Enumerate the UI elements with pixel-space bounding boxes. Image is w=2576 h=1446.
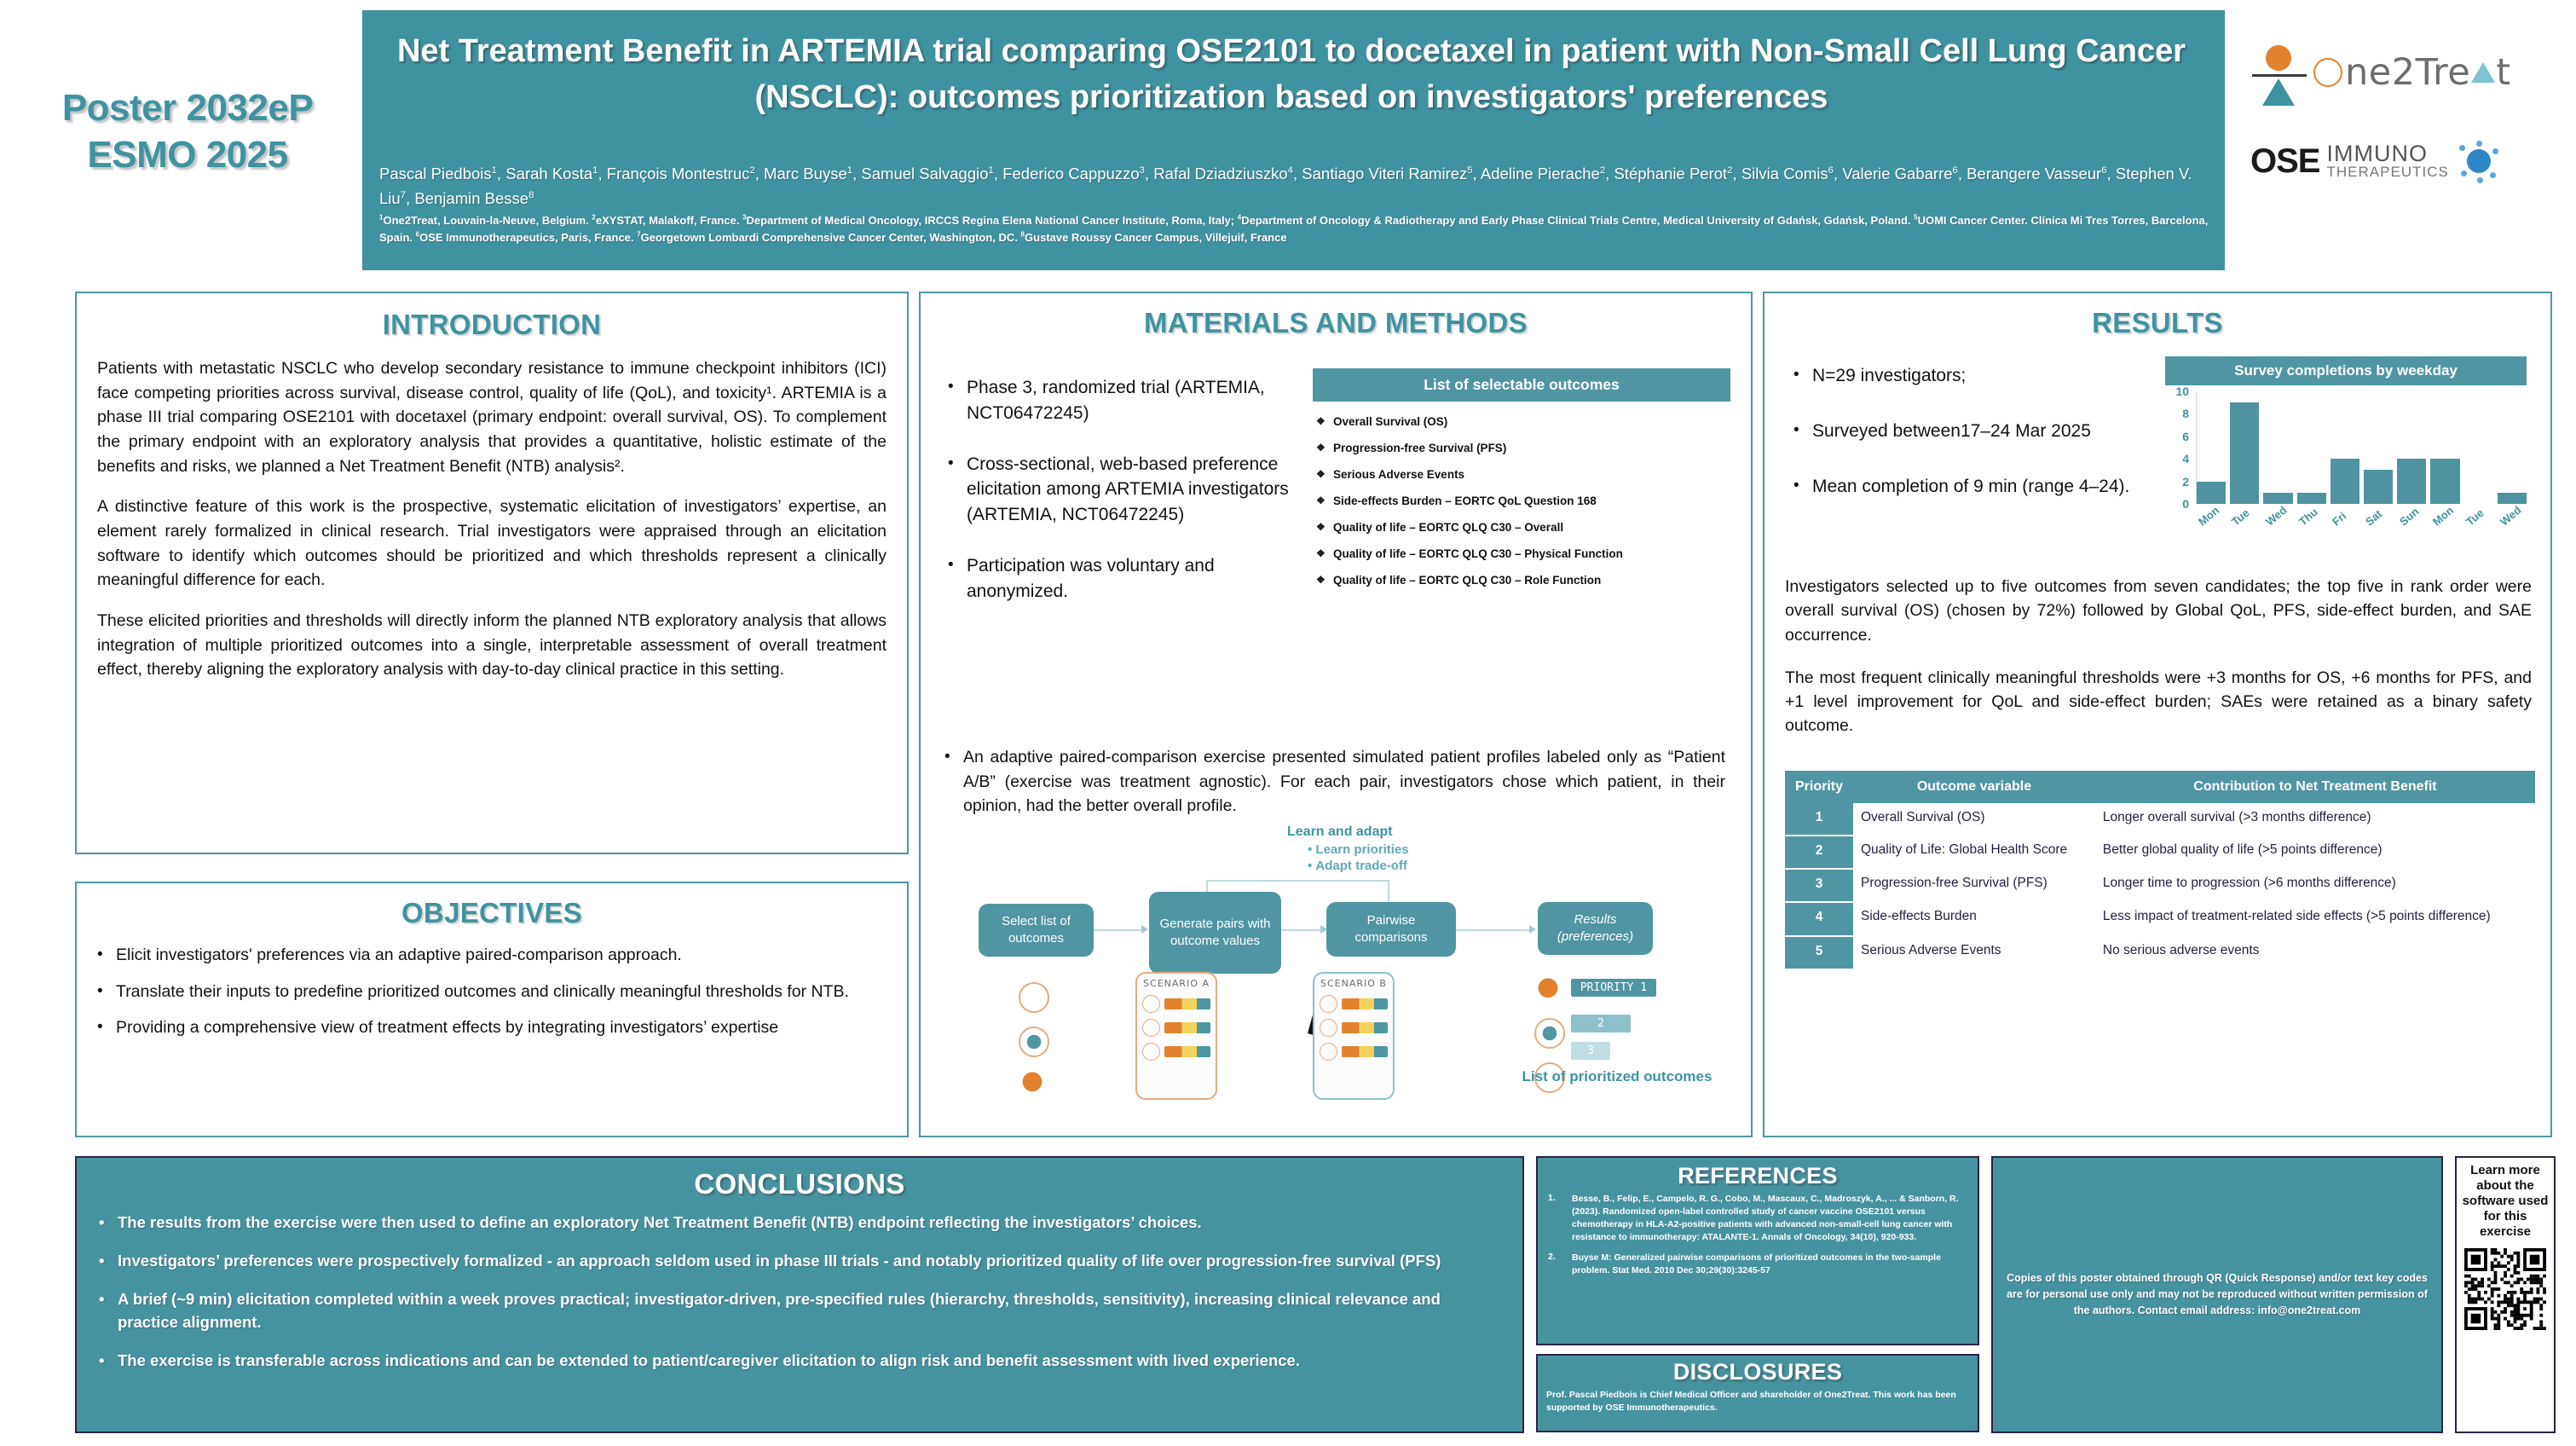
outcome-option-1[interactable]	[1313, 442, 1730, 454]
materials-bullet-2-text: Participation was voluntary and anonymized.	[967, 556, 1215, 601]
chart-plot-area	[2165, 385, 2527, 515]
outcome-option-label: Overall Survival (OS)	[1333, 415, 1448, 428]
survey-completions-chart	[2165, 356, 2527, 531]
chart-bar-Sun-6	[2397, 459, 2426, 504]
chart-bar-Sat-5	[2364, 470, 2393, 504]
table-row	[1785, 836, 2535, 869]
chart-x-label-3: Thu	[2296, 505, 2320, 529]
scenario-b-card	[1313, 972, 1395, 1100]
triangle-a-icon	[2471, 62, 2495, 83]
diamond-bullet-icon: ❖	[1316, 547, 1326, 559]
chart-y-tick-0: 0	[2182, 497, 2189, 511]
chart-title: Survey completions by weekday	[2165, 356, 2527, 385]
circle-o-icon	[2313, 58, 2342, 87]
bullet-marker: •	[944, 748, 950, 766]
qr-caption: Learn more about the software used for this exercise	[2462, 1163, 2549, 1239]
introduction-paragraph-2: These elicited priorities and thresholds will directly inform the planned NTB exploratory analysis that allows integration of multiple prioritized outcomes into a single, interpretable assessment of overall treatment effect, thereby aligning the exploratory analysis with day-to-day clinical practice in this setting.	[97, 610, 887, 680]
conclusion-item-2-text: A brief (~9 min) elicitation completed within a week proves practical; investigator-driven, pre-specified rules (hierarchy, thresholds, sensitivity), increasing clinical relevance and practice alignment.	[118, 1289, 1441, 1332]
one2treat-logo	[2250, 34, 2557, 111]
chart-x-label-8: Tue	[2463, 506, 2486, 529]
reference-number: 2.	[1548, 1251, 1556, 1262]
outcome-option-label: Progression-free Survival (PFS)	[1333, 442, 1507, 454]
contribution-text: No serious adverse events	[2102, 942, 2260, 957]
bullet-marker: •	[1793, 420, 1799, 439]
materials-bullet-1	[948, 452, 1306, 528]
results-bullet-0	[1793, 363, 2169, 390]
materials-bullets	[948, 375, 1306, 630]
objective-item-2	[97, 1015, 887, 1040]
conclusion-item-1	[99, 1249, 1500, 1273]
objectives-panel	[75, 882, 909, 1137]
author-list: Pascal Piedbois$^1$, Sarah Kosta$^1$, François Montestruc$^2$, Marc Buyse$^1$, Samuel Salvaggio$^1$, Federico Cappuzzo$^3$, Rafal Dziadziuszko$^4$, Santiago Viteri Ramirez$^5$, Adeline Pierache$^2$, Stéphanie Perot$^2$, Silvia Comis$^6$, Valerie Gabarre$^6$, Berangere Vasseur$^6$, Stephen V. Liu$^7$, Benjamin Besse$^8$	[379, 165, 2192, 207]
reference-item-0	[1548, 1193, 1967, 1244]
bullet-marker: •	[97, 946, 103, 963]
results-bullet-1	[1793, 419, 2169, 445]
ose-immunotherapeutics-logo	[2250, 140, 2557, 182]
learn-and-adapt-annotation	[1287, 824, 1543, 875]
objective-item-1-text: Translate their inputs to predefine prioritized outcomes and clinically meaningful thresholds for NTB.	[116, 981, 849, 1001]
table-row	[1785, 869, 2535, 902]
ose-immuno-label: IMMUNO	[2326, 140, 2428, 166]
scenario-a-label: SCENARIO A	[1143, 978, 1210, 989]
outcome-variable: Progression-free Survival (PFS)	[1861, 876, 2048, 891]
priority-rank: 4	[1785, 902, 1853, 935]
survival-icon	[1019, 982, 1049, 1013]
reference-text: Buyse M: Generalized pairwise comparisons of prioritized outcomes in the two-sample problem. Stat Med. 2010 Dec 30;29(30):3245-57	[1572, 1252, 1941, 1275]
introduction-title: INTRODUCTION	[382, 309, 602, 340]
bullet-marker: •	[99, 1289, 105, 1308]
conclusions-title: CONCLUSIONS	[694, 1168, 905, 1200]
outcome-option-label: Side-effects Burden – EORTC QoL Question 168	[1333, 495, 1597, 507]
materials-bullet-paired-comparison	[944, 745, 1725, 818]
diamond-bullet-icon: ❖	[1316, 415, 1326, 427]
outcome-option-label: Quality of life – EORTC QLQ C30 – Physical Function	[1333, 547, 1623, 560]
table-row	[1785, 902, 2535, 935]
reference-text: Besse, B., Felip, E., Campelo, R. G., Cobo, M., Mascaux, C., Madroszyk, A., ... & Sanborn, R. (2023). Randomized open-label controlled study of cancer vaccine OSE2101 versus chemotherapy in HLA-A2-positive patients with advanced non-small-cell lung cancer with resistance to immunotherapy: ATALANTE-1. Annals of Oncology, 34(10), 920-933.	[1572, 1194, 1959, 1242]
priority-outcomes-table	[1785, 771, 2535, 970]
chart-x-label-1: Tue	[2229, 506, 2252, 529]
flow-box-pairwise-comparisons: Pairwise comparisons	[1326, 902, 1456, 957]
chart-x-label-6: Sun	[2396, 505, 2422, 529]
disclosures-panel	[1536, 1354, 1979, 1432]
objectives-title: OBJECTIVES	[401, 897, 583, 928]
chart-x-label-4: Fri	[2330, 509, 2349, 529]
conclusion-item-1-text: Investigators’ preferences were prospectively formalized - an approach seldom used in phase III trials - and notably prioritized quality of life over progression-free survival (PFS)	[118, 1251, 1441, 1270]
bullet-marker: •	[1793, 476, 1799, 495]
introduction-panel	[75, 292, 909, 854]
selectable-outcomes-box	[1313, 368, 1730, 587]
materials-bullet-0-text: Phase 3, randomized trial (ARTEMIA, NCT06472245)	[967, 378, 1265, 423]
one2treat-wordmark: ne2Tre t	[2313, 51, 2511, 94]
chart-x-label-2: Wed	[2262, 503, 2290, 529]
objectives-body	[97, 943, 887, 1040]
table-row	[1785, 936, 2535, 969]
results-bullet-2	[1793, 474, 2169, 500]
objective-item-2-text: Providing a comprehensive view of treatment effects by integrating investigators’ expertise	[116, 1018, 779, 1038]
table-header-2: Contribution to Net Treatment Benefit	[2095, 771, 2535, 803]
chart-x-label-9: Wed	[2497, 503, 2524, 529]
quality-of-life-icon	[1019, 1071, 1046, 1098]
learn-adapt-item-0: • Learn priorities	[1308, 842, 1409, 857]
learn-adapt-item-1: • Adapt trade-off	[1308, 859, 1407, 874]
contribution-text: Less impact of treatment-related side effects (>5 points difference)	[2102, 909, 2491, 924]
conclusions-body	[99, 1211, 1500, 1373]
outcome-option-3[interactable]	[1313, 495, 1730, 507]
qr-code-icon[interactable]	[2464, 1248, 2546, 1330]
diamond-bullet-icon: ❖	[1316, 574, 1326, 586]
selectable-outcomes-header: List of selectable outcomes	[1313, 368, 1730, 402]
scenario-a-card	[1135, 972, 1217, 1100]
outcome-option-2[interactable]	[1313, 468, 1730, 481]
ose-therapeutics-label: THERAPEUTICS	[2326, 163, 2449, 180]
results-bullet-1-text: Surveyed between17–24 Mar 2025	[1812, 420, 2091, 441]
bullet-marker: •	[97, 1018, 103, 1037]
poster-number: Poster 2032eP	[61, 87, 314, 129]
priority-rank: 2	[1785, 836, 1853, 869]
priority-badge-2: 2	[1571, 1015, 1631, 1032]
diamond-bullet-icon: ❖	[1316, 468, 1326, 480]
selectable-outcomes-list	[1313, 415, 1730, 587]
learn-adapt-title: Learn and adapt	[1287, 824, 1393, 839]
chart-x-label-5: Sat	[2363, 506, 2385, 529]
disclosures-text: Prof. Pascal Piedbois is Chief Medical Officer and shareholder of One2Treat. This work has been supported by OSE Immunotherapeutics.	[1546, 1390, 1956, 1414]
page-title: Net Treatment Benefit in ARTEMIA trial comparing OSE2101 to docetaxel in patient with Non-Small Cell Lung Cancer (NSCLC): outcomes prioritization based on investigators' preferences	[396, 33, 2186, 115]
conclusions-panel	[75, 1156, 1524, 1433]
objective-item-0	[97, 943, 887, 968]
flow-box-generate-pairs: Generate pairs with outcome values	[1149, 892, 1281, 974]
disclosures-title: DISCLOSURES	[1672, 1359, 1843, 1385]
bullet-marker: •	[948, 378, 954, 396]
outcome-option-5[interactable]	[1313, 547, 1730, 560]
logo-block	[2250, 19, 2557, 249]
affiliation-list: $^1$One2Treat, Louvain-la-Neuve, Belgium. $^2$eXYSTAT, Malakoff, France. $^3$Department of Medical Oncology, IRCCS Regina Elena National Cancer Institute, Roma, Italy; $^4$Department of Oncology & Radiotherapy and Early Phase Clinical Trials Centre, Medical University of Gdańsk, Gdańsk, Poland. $^5$UOMI Cancer Center. Clínica Mi Tres Torres, Barcelona, Spain. $^6$OSE Immunotherapeutics, Paris, France. $^7$Georgetown Lombardi Comprehensive Cancer Center, Washington, DC. $^8$Gustave Roussy Cancer Campus, Villejuif, France	[379, 213, 2209, 245]
balance-scale-icon	[2250, 38, 2313, 107]
conclusion-item-3	[99, 1349, 1500, 1373]
chart-bars	[2196, 391, 2527, 504]
conclusion-item-0	[99, 1211, 1500, 1235]
bullet-marker: •	[948, 454, 954, 472]
reference-number: 1.	[1548, 1193, 1556, 1203]
priority-rank: 3	[1785, 869, 1853, 902]
materials-methods-panel	[919, 292, 1753, 1137]
toxicity-icon	[1019, 1027, 1049, 1057]
bullet-marker: •	[99, 1351, 105, 1369]
materials-bullet-0	[948, 375, 1306, 426]
introduction-paragraph-0: Patients with metastatic NSCLC who develop secondary resistance to immune checkpoint inhibitors (ICI) face competing priorities across survival, disease control, quality of life (QoL), and toxicity¹. ARTEMIA is a phase III trial comparing OSE2101 with docetaxel (primary endpoint: overall survival, OS). To complement the primary endpoint with an exploratory analysis that provides a quantitative, holistic estimate of the benefits and risks, we planned a Net Treatment Benefit (NTB) analysis².	[97, 359, 887, 476]
outcome-icons-column	[1019, 982, 1049, 1112]
priority-rank: 1	[1785, 803, 1853, 836]
results-panel	[1763, 292, 2552, 1137]
outcome-variable: Quality of Life: Global Health Score	[1861, 842, 2068, 858]
reference-item-1	[1548, 1252, 1967, 1277]
conclusion-item-0-text: The results from the exercise were then used to define an exploratory Net Treatment Benefit (NTB) endpoint reflecting the investigators’ choices.	[118, 1213, 1202, 1231]
results-bullets	[1793, 363, 2169, 529]
priority-qol-icon	[1534, 977, 1562, 1004]
priority-toxicity-icon	[1534, 1018, 1565, 1049]
conclusion-item-2	[99, 1287, 1500, 1335]
chart-bar-Fri-4	[2331, 459, 2359, 504]
flow-box-results-preferences: Results (preferences)	[1538, 902, 1653, 955]
introduction-paragraph-1: A distinctive feature of this work is the prospective, systematic elicitation of investigators’ expertise, an element rarely formalized in clinical research. Trial investigators were appraised through an elicitation software to identify which outcomes should be prioritized and which thresholds represent a clinically meaningful difference for each.	[97, 497, 887, 590]
results-bullet-0-text: N=29 investigators;	[1812, 366, 1967, 385]
references-list	[1548, 1193, 1967, 1276]
chart-bar-Tue-1	[2230, 402, 2259, 504]
ose-wordmark: OSE	[2250, 142, 2320, 180]
bullet-marker: •	[99, 1213, 105, 1231]
chart-x-axis-labels	[2196, 503, 2527, 531]
chart-y-tick-6: 6	[2182, 429, 2189, 443]
copyright-panel	[1991, 1156, 2443, 1433]
table-header-0: Priority	[1785, 771, 1853, 803]
scenario-b-label: SCENARIO B	[1320, 978, 1387, 989]
chart-x-label-7: Mon	[2430, 503, 2457, 529]
results-paragraph-0: Investigators selected up to five outcomes from seven candidates; the top five in rank order were overall survival (OS) (chosen by 72%) followed by Global QoL, PFS, side-effect burden, and SAE occurrence.	[1785, 577, 2532, 645]
diamond-bullet-icon: ❖	[1316, 495, 1326, 506]
outcome-option-label: Quality of life – EORTC QLQ C30 – Role Function	[1333, 574, 1602, 587]
qr-panel[interactable]	[2455, 1156, 2556, 1433]
priority-rank: 5	[1785, 936, 1853, 969]
elicitation-flow-diagram	[946, 822, 1730, 1120]
results-paragraph-1: The most frequent clinically meaningful thresholds were +3 months for OS, +6 months for PFS, and +1 level improvement for QoL and side-effect burden; SAEs were retained as a binary safety outcome.	[1785, 668, 2532, 736]
chart-y-tick-2: 2	[2182, 474, 2189, 489]
table-row	[1785, 803, 2535, 836]
chart-bar-Mon-7	[2430, 459, 2459, 504]
materials-methods-title: MATERIALS AND METHODS	[1144, 307, 1528, 338]
outcome-option-label: Serious Adverse Events	[1333, 468, 1465, 481]
objective-item-0-text: Elicit investigators' preferences via an adaptive paired-comparison approach.	[116, 946, 682, 964]
materials-bullet-paired-comparison-text: An adaptive paired-comparison exercise presented simulated patient profiles labeled only as “Patient A/B” (exercise was treatment agnostic). For each pair, investigators chose which patient, in their opinion, had the better overall profile.	[963, 748, 1725, 816]
outcome-variable: Overall Survival (OS)	[1861, 810, 1985, 824]
prioritized-outcomes-label: List of prioritized outcomes	[1522, 1068, 1713, 1084]
results-bullet-2-text: Mean completion of 9 min (range 4–24).	[1812, 476, 2130, 496]
contribution-text: Longer overall survival (>3 months difference)	[2102, 810, 2371, 824]
contribution-text: Longer time to progression (>6 months difference)	[2102, 876, 2396, 891]
bullet-marker: •	[99, 1251, 105, 1270]
outcome-option-4[interactable]	[1313, 521, 1730, 534]
outcome-variable: Serious Adverse Events	[1861, 942, 2001, 957]
results-paragraphs	[1785, 575, 2532, 757]
outcome-option-0[interactable]	[1313, 415, 1730, 428]
materials-paragraph-bullet	[944, 745, 1725, 830]
references-title: REFERENCES	[1678, 1163, 1838, 1189]
chart-y-tick-8: 8	[2182, 407, 2189, 421]
materials-bullet-1-text: Cross-sectional, web-based preference elicitation among ARTEMIA investigators (ARTEMIA, NCT06472245)	[967, 454, 1289, 525]
chart-y-axis	[2165, 385, 2191, 511]
priority-badge-3: 3	[1571, 1042, 1610, 1060]
priority-badge-1: PRIORITY 1	[1571, 979, 1656, 997]
priority-icons-column	[1534, 977, 1565, 1107]
bullet-marker: •	[948, 556, 954, 575]
chart-x-label-0: Mon	[2196, 503, 2222, 529]
conference-name: ESMO 2025	[87, 133, 288, 176]
outcome-variable: Side-effects Burden	[1861, 909, 1977, 924]
references-panel	[1536, 1156, 1979, 1345]
table-header-1: Outcome variable	[1853, 771, 2095, 803]
results-title: RESULTS	[2092, 307, 2223, 338]
chart-y-tick-10: 10	[2175, 385, 2189, 398]
flow-box-select-outcomes: Select list of outcomes	[979, 904, 1094, 957]
virus-icon	[2458, 140, 2500, 182]
poster-header-band	[362, 10, 2225, 270]
outcome-option-label: Quality of life – EORTC QLQ C30 – Overall	[1333, 521, 1564, 534]
introduction-body	[97, 356, 887, 682]
bullet-marker: •	[97, 981, 103, 1000]
copyright-text: Copies of this poster obtained through QR (Quick Response) and/or text key codes are for personal use only and may not be reproduced without written permission of the authors. Contact email address: info@one2treat.com	[2007, 1272, 2428, 1316]
outcome-option-6[interactable]	[1313, 574, 1730, 587]
objective-item-1	[97, 980, 887, 1004]
table-header-row	[1785, 771, 2535, 803]
contribution-text: Better global quality of life (>5 points difference)	[2102, 842, 2383, 858]
diamond-bullet-icon: ❖	[1316, 442, 1326, 454]
diamond-bullet-icon: ❖	[1316, 521, 1326, 533]
chart-bar-Mon-0	[2197, 482, 2226, 504]
materials-bullet-2	[948, 553, 1306, 604]
conclusion-item-3-text: The exercise is transferable across indications and can be extended to patient/caregiver elicitation to align risk and benefit assessment with lived experience.	[118, 1351, 1300, 1369]
chart-y-tick-4: 4	[2182, 452, 2189, 466]
poster-id-block	[26, 85, 349, 178]
bullet-marker: •	[1793, 366, 1799, 384]
